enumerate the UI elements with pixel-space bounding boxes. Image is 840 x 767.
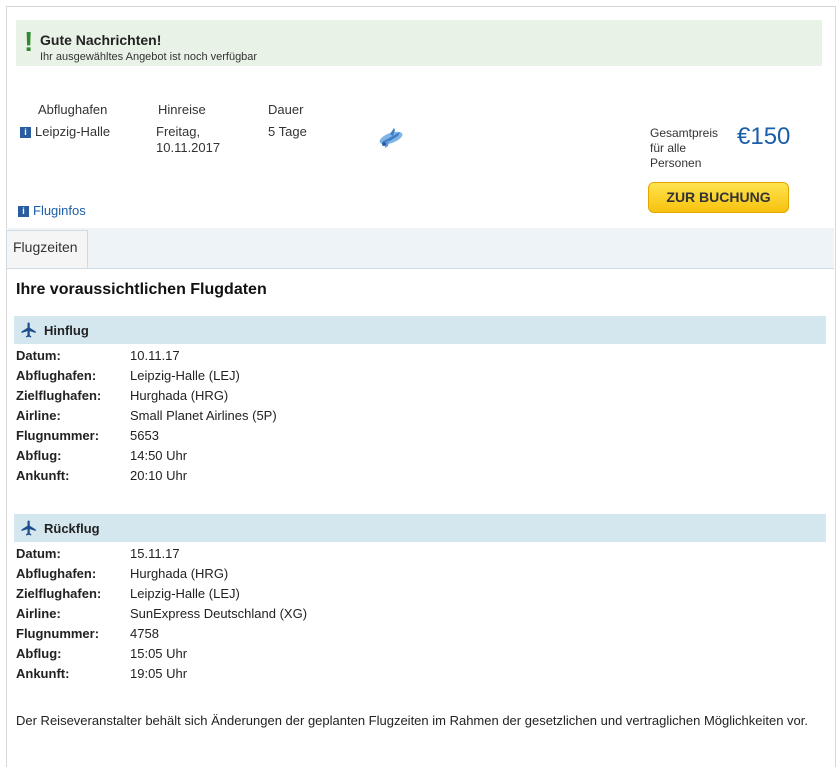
tab-bar xyxy=(6,228,834,269)
detail-value: SunExpress Deutschland (XG) xyxy=(130,606,308,621)
duration-header: Dauer xyxy=(268,102,304,117)
total-price-label xyxy=(650,126,718,171)
notice-subtitle: Ihr ausgewähltes Angebot ist noch verfügbar xyxy=(40,51,258,63)
plane-icon xyxy=(20,519,38,537)
total-label-line-3: Personen xyxy=(650,156,702,170)
detail-value: Hurghada (HRG) xyxy=(130,388,229,403)
detail-key: Datum: xyxy=(16,546,61,561)
detail-value: 15.11.17 xyxy=(130,546,180,561)
detail-key: Abflug: xyxy=(16,448,62,463)
exclamation-icon: ! xyxy=(24,26,34,57)
notice-title: Gute Nachrichten! xyxy=(40,32,162,48)
return-leg-header xyxy=(14,514,826,542)
book-button[interactable]: ZUR BUCHUNG xyxy=(648,182,789,213)
availability-notice xyxy=(16,20,822,66)
detail-value: 10.11.17 xyxy=(130,348,180,363)
outbound-leg-header xyxy=(14,316,826,344)
detail-value: Small Planet Airlines (5P) xyxy=(130,408,277,423)
detail-key: Flugnummer: xyxy=(16,428,100,443)
detail-value: 5653 xyxy=(130,428,159,443)
flight-info-link[interactable] xyxy=(18,203,86,218)
detail-key: Abflughafen: xyxy=(16,368,97,383)
outbound-label: Hinflug xyxy=(44,323,89,338)
detail-value: Leipzig-Halle (LEJ) xyxy=(130,586,240,601)
outbound-day: Freitag, xyxy=(156,124,201,139)
detail-value: 20:10 Uhr xyxy=(130,468,188,483)
detail-value: 15:05 Uhr xyxy=(130,646,188,661)
detail-key: Zielflughafen: xyxy=(16,586,102,601)
detail-key: Ankunft: xyxy=(16,468,70,483)
flight-info-label: Fluginfos xyxy=(33,203,86,218)
detail-key: Ankunft: xyxy=(16,666,70,681)
disclaimer: Der Reiseveranstalter behält sich Änderungen der geplanten Flugzeiten im Rahmen der gesetzlichen und vertraglichen Möglichkeiten vor. xyxy=(16,713,809,728)
info-icon: i xyxy=(18,206,29,217)
detail-key: Abflughafen: xyxy=(16,566,97,581)
total-label-line-2: für alle xyxy=(650,141,687,155)
detail-value: 4758 xyxy=(130,626,159,641)
plane-icon xyxy=(20,321,38,339)
outbound-header: Hinreise xyxy=(158,102,206,117)
outbound-date-value: 10.11.2017 xyxy=(156,140,221,155)
detail-key: Datum: xyxy=(16,348,61,363)
detail-value: Leipzig-Halle (LEJ) xyxy=(130,368,240,383)
detail-value: Hurghada (HRG) xyxy=(130,566,229,581)
departure-airport-name: Leipzig-Halle xyxy=(35,124,111,139)
detail-key: Airline: xyxy=(16,408,61,423)
tab-flugzeiten[interactable]: Flugzeiten xyxy=(6,230,88,268)
total-label-line-1: Gesamtpreis xyxy=(650,126,719,140)
info-icon: i xyxy=(20,127,31,138)
duration-value: 5 Tage xyxy=(268,124,307,139)
outbound-date xyxy=(156,124,220,156)
departure-airport-link[interactable] xyxy=(20,124,110,140)
airline-logo xyxy=(376,124,406,152)
total-price: €150 xyxy=(737,123,791,150)
detail-key: Airline: xyxy=(16,606,61,621)
return-label: Rückflug xyxy=(44,521,100,536)
departure-airport-header: Abflughafen xyxy=(38,102,108,117)
detail-key: Abflug: xyxy=(16,646,62,661)
detail-value: 19:05 Uhr xyxy=(130,666,188,681)
section-title: Ihre voraussichtlichen Flugdaten xyxy=(16,281,267,298)
detail-value: 14:50 Uhr xyxy=(130,448,188,463)
detail-key: Flugnummer: xyxy=(16,626,100,641)
detail-key: Zielflughafen: xyxy=(16,388,102,403)
